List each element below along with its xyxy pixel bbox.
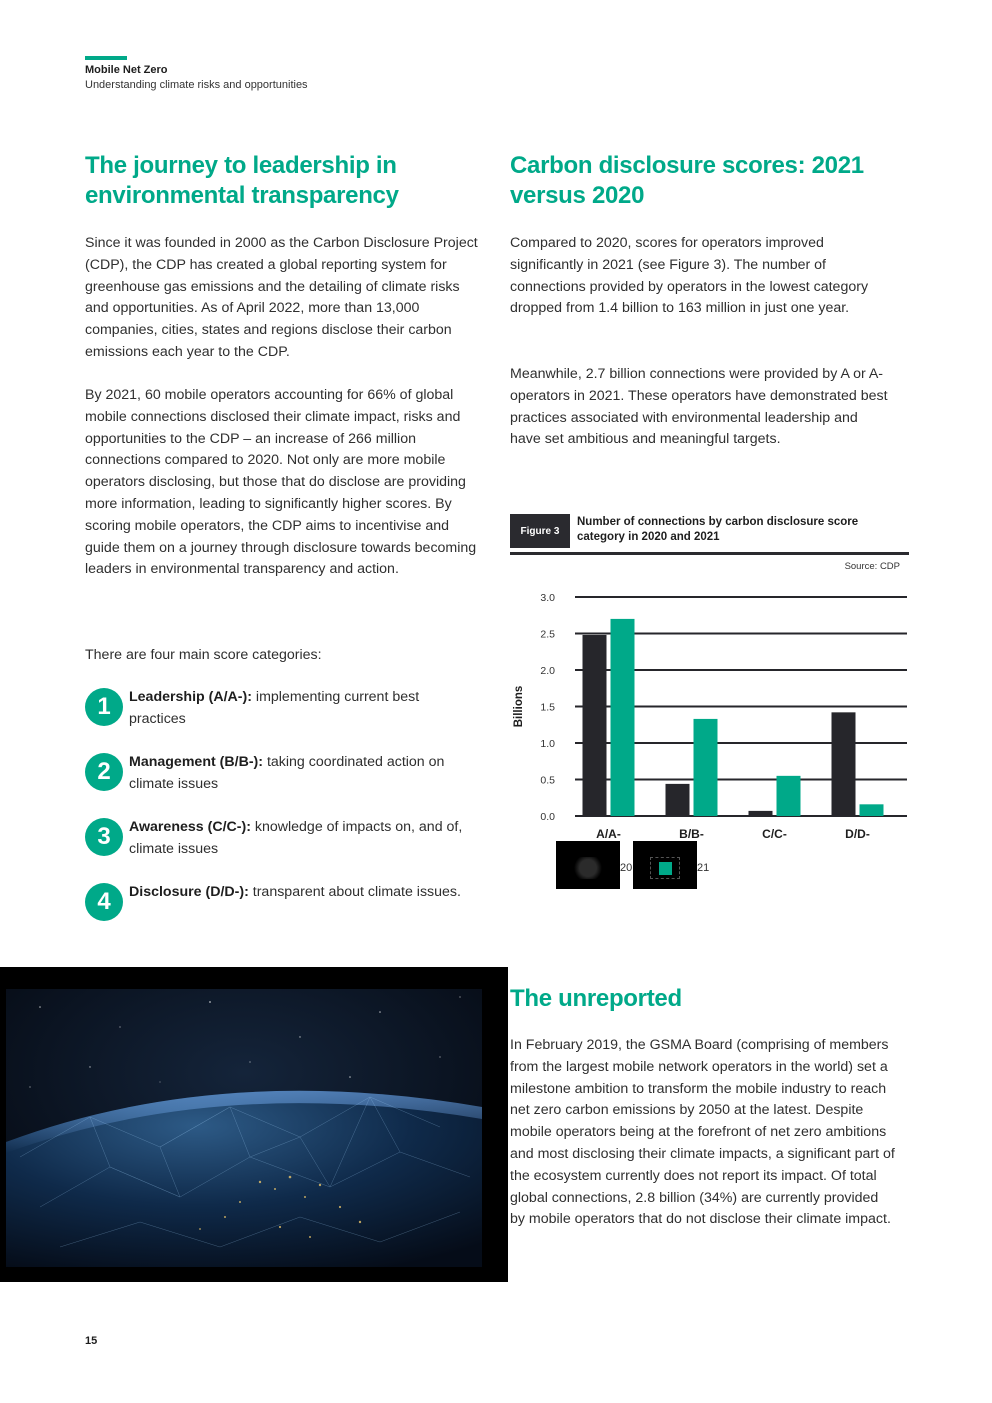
y-tick-label: 3.0 xyxy=(540,592,555,604)
journey-paragraph-2: By 2021, 60 mobile operators accounting for 66% of global mobile connections disclosed their climate impact, risks and opportunities to the CDP – an increase of 266 million connections compared to 2020. Not only are more mobile operators disclosing, but those that do disclose are providing more information, leading to significantly higher scores. By scoring mobile operators, the CDP aims to incentivise and guide them on a journey through disclosure towards becoming leaders in environmental transparency and action. xyxy=(85,387,477,578)
unreported-paragraph: In February 2019, the GSMA Board (comprising of members from the largest mobile network operators in the world) set a milestone ambition to transform the mobile industry to reach net zero carbon emissions by 2050 at the latest. Despite mobile operators being at the forefront of net zero ambitions and most disclosing their climate impacts, a significant part of the ecosystem currently does not report its impact. Of total global connections, 2.8 billion (34%) are currently provided by mobile operators that do not disclose their climate impact. xyxy=(510,1037,895,1228)
category-name: Leadership (A/A-): xyxy=(129,689,252,705)
category-text xyxy=(129,882,479,904)
carbon-scores-paragraph-1: Compared to 2020, scores for operators improved significantly in 2021 (see Figure 3). The number of connections provided by operators in the lowest category dropped from 1.4 billion to 163 million in just one year. xyxy=(510,235,869,317)
legend-color-swatch xyxy=(650,857,680,879)
x-tick-label: B/B- xyxy=(679,827,704,840)
y-tick-label: 1.5 xyxy=(540,701,555,714)
number-badge: 1 xyxy=(85,688,123,726)
legend-color-swatch xyxy=(573,857,603,879)
document-subtitle: Understanding climate risks and opportunities xyxy=(85,79,308,91)
header-accent-bar xyxy=(85,56,127,60)
y-tick-label: 0.5 xyxy=(540,774,555,787)
bar-2021-dd xyxy=(860,804,884,816)
page-number: 15 xyxy=(85,1335,98,1347)
x-tick-label: A/A- xyxy=(596,827,621,840)
category-text xyxy=(129,817,479,861)
y-tick-label: 1.0 xyxy=(540,738,555,750)
figure-label: Figure 3 xyxy=(510,514,570,548)
bar-2021-bb xyxy=(694,719,718,816)
carbon-scores-paragraph-2: Meanwhile, 2.7 billion connections were provided by A or A- operators in 2021. These operators have demonstrated best practices associated with environmental leadership and have set ambitious and meaningful targets. xyxy=(510,366,888,448)
number-badge: 2 xyxy=(85,753,123,791)
bar-chart xyxy=(505,580,910,840)
category-name: Management (B/B-): xyxy=(129,754,263,770)
legend-label-2020: 20 xyxy=(620,862,633,874)
bar-2020-dd xyxy=(832,712,856,816)
figure-source: Source: CDP xyxy=(844,561,900,572)
x-tick-label: D/D- xyxy=(845,827,870,840)
y-tick-label: 2.0 xyxy=(540,665,555,677)
score-category-leadership xyxy=(85,688,485,732)
journey-paragraph-1: Since it was founded in 2000 as the Carbon Disclosure Project (CDP), the CDP has created a global reporting system for greenhouse gas emissions and the detailing of climate risks and opportunities. As of April 2022, more than 13,000 companies, cities, states and regions disclose their carbon emissions each year to the CDP. xyxy=(85,235,478,360)
y-tick-label: 0.0 xyxy=(540,811,555,823)
bar-2020-cc xyxy=(749,811,773,816)
y-tick-label: 2.5 xyxy=(540,628,555,641)
section-heading-journey: The journey to leadership in environmental transparency xyxy=(85,152,399,209)
score-category-disclosure xyxy=(85,883,485,927)
category-text xyxy=(129,687,479,731)
category-description: knowledge of impacts on, and of, climate issues xyxy=(129,819,463,857)
category-text xyxy=(129,752,479,796)
bar-2021-cc xyxy=(777,776,801,816)
bar-2021-aa xyxy=(611,619,635,816)
document-title: Mobile Net Zero xyxy=(85,64,168,76)
y-axis-label: Billions xyxy=(513,685,525,728)
journey-paragraph-3: There are four main score categories: xyxy=(85,647,322,663)
category-name: Disclosure (D/D-): xyxy=(129,884,249,900)
category-description: implementing current best practices xyxy=(129,689,420,727)
score-category-awareness xyxy=(85,818,485,862)
figure-rule xyxy=(510,552,909,555)
category-description: transparent about climate issues. xyxy=(248,884,461,900)
section-heading-unreported: The unreported xyxy=(510,985,682,1012)
figure-title: Number of connections by carbon disclosure score category in 2020 and 2021 xyxy=(577,516,859,543)
bar-2020-bb xyxy=(666,784,690,816)
number-badge: 3 xyxy=(85,818,123,856)
x-tick-label: C/C- xyxy=(762,827,787,840)
legend-swatch-2021 xyxy=(633,841,697,889)
number-badge: 4 xyxy=(85,883,123,921)
earth-network-photo xyxy=(0,967,508,1282)
category-name: Awareness (C/C-): xyxy=(129,819,251,835)
legend-label-2021: 21 xyxy=(697,862,710,874)
score-category-management xyxy=(85,753,485,797)
section-heading-carbon-scores: Carbon disclosure scores: 2021 versus 2020 xyxy=(510,152,864,209)
category-description: taking coordinated action on climate issues xyxy=(129,754,445,792)
bar-2020-aa xyxy=(583,635,607,816)
legend-swatch-2020 xyxy=(556,841,620,889)
